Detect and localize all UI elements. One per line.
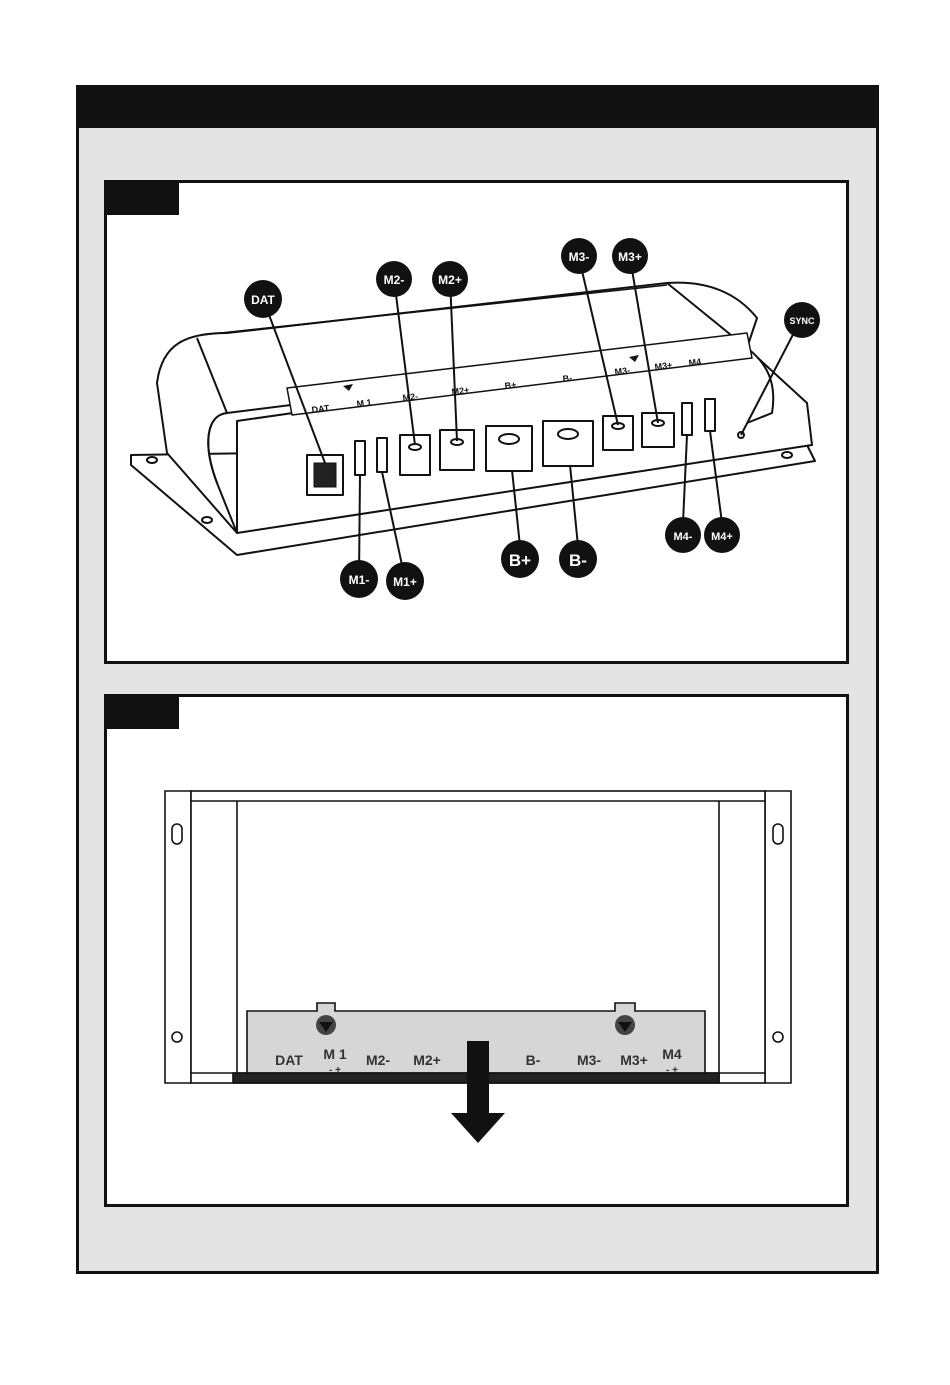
strip-label-dat: DAT (311, 402, 330, 415)
plate-label-m2-neg: M2- (365, 1052, 391, 1068)
callout-m3-pos-label: M3+ (618, 250, 642, 264)
figure-2-panel (104, 694, 849, 1207)
strip-label-m2-neg: M2- (402, 391, 419, 403)
callout-b-pos-label: B+ (508, 551, 532, 570)
callout-m3-neg-label: M3- (568, 250, 590, 264)
controller-perspective-drawing (107, 183, 846, 661)
right-flange (765, 791, 791, 1083)
plate-label-m2-pos: M2+ (413, 1052, 441, 1068)
figure-frame (76, 85, 879, 1274)
figure-1-panel (104, 180, 849, 664)
strip-label-m4: M4 (688, 356, 702, 368)
left-flange (165, 791, 191, 1083)
callout-m1-neg-label: M1- (348, 573, 370, 587)
plate-label-m4-polarity: - + (666, 1065, 678, 1076)
frame-header-bar (79, 88, 876, 128)
plate-label-dat: DAT (275, 1052, 303, 1068)
plate-label-m3-pos: M3+ (620, 1052, 648, 1068)
strip-label-m2-pos: M2+ (451, 384, 470, 397)
callout-dat-label: DAT (251, 293, 275, 307)
strip-label-b-pos: B+ (504, 379, 517, 391)
strip-label-m3-neg: M3- (614, 365, 631, 377)
callout-m1-pos-label: M1+ (393, 575, 417, 589)
strip-label-b-neg: B- (562, 372, 573, 384)
callout-m4-neg-label: M4- (673, 531, 693, 543)
callout-b-neg-label: B- (569, 551, 587, 570)
controller-front-drawing (107, 697, 846, 1204)
callout-sync-label: SYNC (789, 316, 815, 326)
callout-m2-pos-label: M2+ (438, 273, 462, 287)
plate-label-m4: M4 (662, 1046, 682, 1062)
plate-label-m3-neg: M3- (576, 1052, 602, 1068)
strip-label-m1: M 1 (356, 397, 373, 409)
plate-label-b-neg: B- (525, 1052, 541, 1068)
plate-label-m1: M 1 (323, 1046, 347, 1062)
plate-label-m1-polarity: - + (329, 1065, 341, 1076)
callout-m4-pos-label: M4+ (711, 531, 733, 543)
strip-label-m3-pos: M3+ (654, 359, 673, 372)
callout-m2-neg-label: M2- (383, 273, 405, 287)
